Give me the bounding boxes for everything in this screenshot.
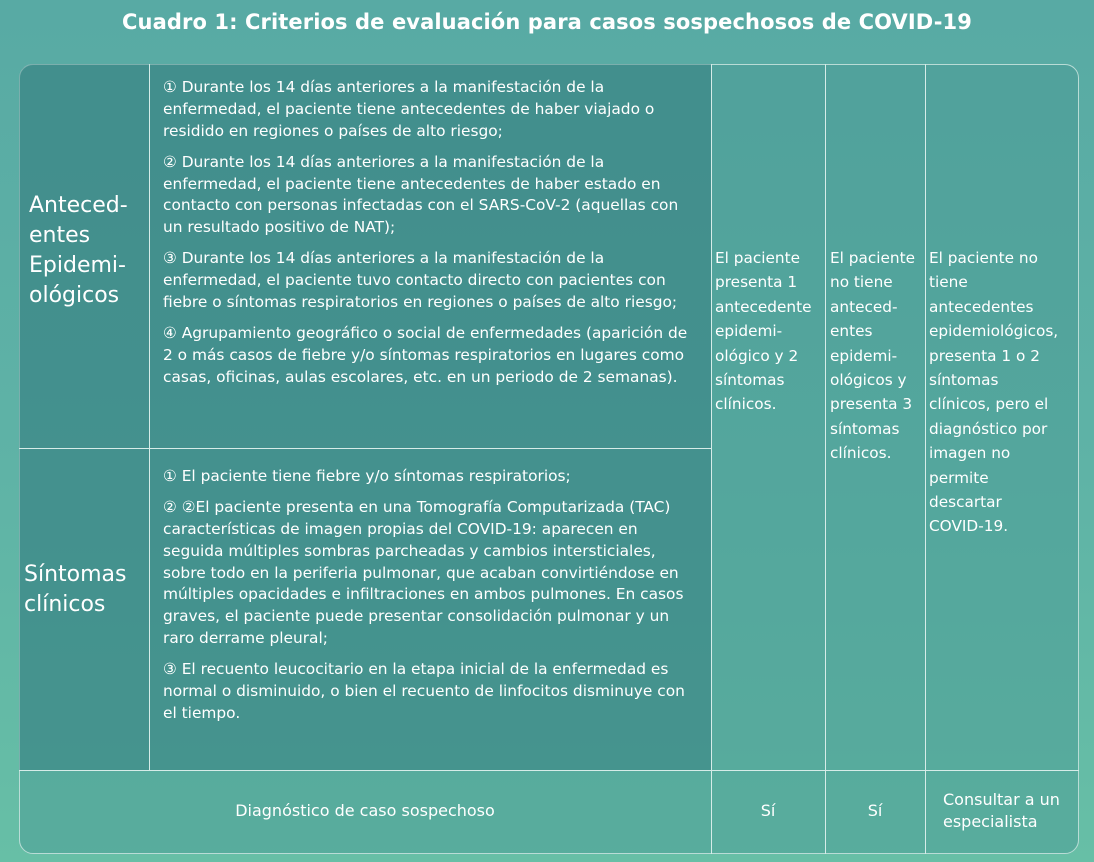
category-clinical: Síntomas clínicos xyxy=(24,562,127,617)
epi-criterion: ① Durante los 14 días anteriores a la manifestación de la enfermedad, el paciente tiene antecedentes de haber viajado o residido en regiones o países de alto riesgo; xyxy=(163,78,655,140)
category-epidemiological: Anteced- entes Epidemi- ológicos xyxy=(29,193,128,308)
col-divider-category xyxy=(149,64,150,770)
clin-criteria-list xyxy=(163,466,699,734)
clin-criterion: ③ El recuento leucocitario en la etapa inicial de la enfermedad es normal o disminuido, o bien el recuento de linfocitos disminuye con el tiempo. xyxy=(163,660,685,722)
col-divider-result1 xyxy=(711,64,712,854)
footer-result-3: Consultar a un especialista xyxy=(943,790,1060,831)
result-col-1: El paciente presenta 1 antecedente epidemi- ológico y 2 síntomas clínicos. xyxy=(715,249,812,414)
epi-criterion: ③ Durante los 14 días anteriores a la manifestación de la enfermedad, el paciente tuvo contacto directo con pacientes con fiebre o síntomas respiratorios en regiones o países de alto riesgo; xyxy=(163,249,678,311)
table-title: Cuadro 1: Criterios de evaluación para casos sospechosos de COVID-19 xyxy=(122,10,972,34)
footer-label: Diagnóstico de caso sospechoso xyxy=(235,801,495,820)
row-divider-footer xyxy=(19,770,1079,771)
epi-criterion: ② Durante los 14 días anteriores a la manifestación de la enfermedad, el paciente tiene antecedentes de haber estado en contacto con personas infectadas con el SARS-CoV-2 (aquellas con un resultado positivo de NAT); xyxy=(163,152,679,237)
footer-result-1: Sí xyxy=(760,801,776,820)
col-divider-result2 xyxy=(825,64,826,854)
footer-result-2: Sí xyxy=(867,801,883,820)
clin-criterion: ② ②El paciente presenta en una Tomografía Computarizada (TAC) características de imagen propias del COVID-19: aparecen en seguida múltiples sombras parcheadas y cambios intersticiales, sobre todo en la periferia pulmonar, que acaban convirtiéndose en múltiples opacidades e infiltraciones en ambos pulmones. En casos graves, el paciente puede presentar consolidación pulmonar y un raro derrame pleural; xyxy=(163,498,684,647)
epi-criteria-list xyxy=(163,77,699,398)
result-col-2: El paciente no tiene anteced- entes epidemi- ológicos y presenta 3 síntomas clínicos. xyxy=(830,249,916,463)
result-col-3: El paciente no tiene antecedentes epidemiológicos, presenta 1 o 2 síntomas clínicos, pero el diagnóstico por imagen no permite descartar COVID-19. xyxy=(929,249,1059,536)
clin-criterion: ① El paciente tiene fiebre y/o síntomas respiratorios; xyxy=(163,467,571,485)
epi-criterion: ④ Agrupamiento geográfico o social de enfermedades (aparición de 2 o más casos de fiebre y/o síntomas respiratorios en lugares como casas, oficinas, aulas escolares, etc. en un periodo de 2 semanas). xyxy=(163,324,688,386)
row-divider-epi-clin xyxy=(19,448,711,449)
col-divider-result3 xyxy=(925,64,926,854)
